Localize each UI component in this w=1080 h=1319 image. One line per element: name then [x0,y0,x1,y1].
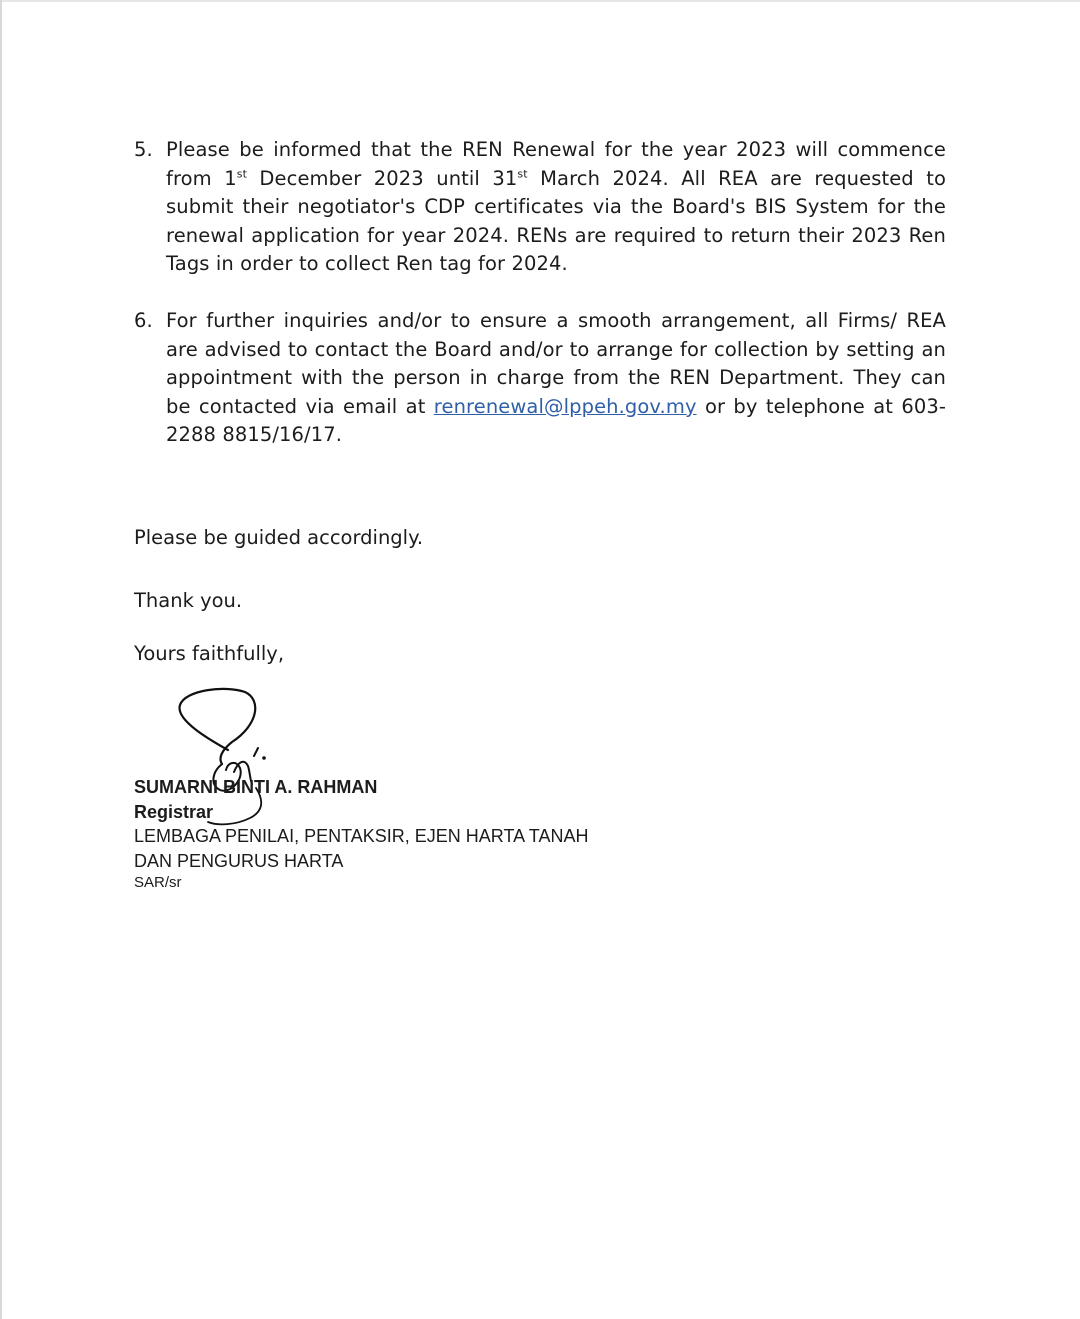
organization-line-1: LEMBAGA PENILAI, PENTAKSIR, EJEN HARTA TANAH [134,826,589,846]
thanks-line: Thank you. [134,589,243,612]
paragraph-5 [134,136,946,279]
paragraph-6 [134,307,946,450]
paragraph-number: 6. [134,309,153,332]
email-link[interactable]: renrenewal@lppeh.gov.my [433,394,697,418]
paragraph-text: or by telephone at 603-2288 8815/16/17. [166,394,946,447]
paragraph-body [166,307,946,450]
organization-line-2: DAN PENGURUS HARTA [134,851,344,871]
paragraph-number: 5. [134,138,153,161]
signatory-name: SUMARNI BINTI A. RAHMAN [134,777,378,797]
paragraph-text: March 2024. All REA are requested to submit their negotiator's CDP certificates via the Board's BIS System for the renewal application for year 2024. RENs are required to return their 2023 Ren Tags in order to collect Ren tag for 2024. [166,166,946,276]
paragraph-text: For further inquiries and/or to ensure a smooth arrangement, all Firms/ REA are advised to contact the Board and/or to arrange for collection by setting an appointment with the person in charge from the REN Department. They can be contacted via email at [166,309,946,418]
ordinal-suffix: st [517,167,528,181]
paragraph-text: December 2023 until 31 [246,166,518,190]
paragraph-text: Please be informed that the REN Renewal for the year 2023 will commence from 1 [166,138,946,190]
ordinal-suffix: st [236,167,247,181]
salutation-line: Yours faithfully, [134,642,285,665]
guidance-line: Please be guided accordingly. [134,526,424,549]
reference-code: SAR/sr [134,874,182,891]
paragraph-body [166,136,946,279]
signatory-title: Registrar [134,802,214,822]
